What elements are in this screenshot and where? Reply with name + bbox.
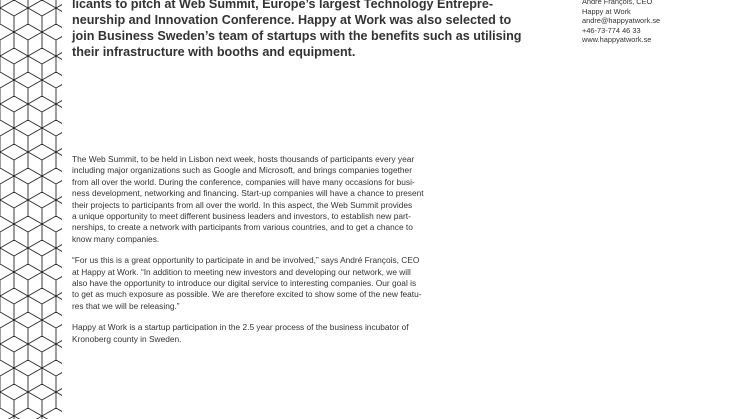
cube-lines [0,0,62,419]
body-line: Happy at Work is a startup participation in the 2.5 year process of the business incubator of [72,322,409,333]
body-line: including major organizations such as Google and Microsoft, and brings companies together [72,165,412,176]
body-line: their projects to participants from all over the world. In this aspect, the Web Summit provides [72,199,413,210]
body-line: The Web Summit, to be held in Lisbon next week, hosts thousands of participants every year [72,154,415,164]
contact-block [582,0,742,45]
body-paragraph-1 [72,154,546,245]
lead-paragraph [72,0,542,60]
contact-email[interactable]: andre@happyatwork.se [582,16,661,26]
lead-line: their infrastructure with booths and equipment. [72,45,356,59]
article-body [72,154,546,355]
body-line: nerships, to create a network with participants from various countries, and to get a chance to [72,222,413,233]
body-paragraph-2 [72,255,546,312]
contact-website[interactable]: www.happyatwork.se [582,35,652,45]
contact-company: Happy at Work [582,6,631,16]
lead-line: neurship and Innovation Conference. Happy at Work was also selected to [72,13,512,27]
body-line: from all over the world. During the conference, companies will have many occasions for busi- [72,176,415,187]
isometric-cube-pattern-icon [0,0,62,419]
body-line: res that we will be releasing.” [72,300,180,311]
contact-name: André François, CEO [582,0,653,6]
lead-line: join Business Sweden’s team of startups with the benefits such as utilising [72,29,522,43]
body-line: ness development, networking and financing. Start-up companies will have a chance to present [72,188,424,199]
body-line: at Happy at Work. “In addition to meeting new investors and developing our network, we will [72,266,411,277]
body-paragraph-3 [72,322,546,345]
cube-pattern-decoration [0,0,62,419]
body-line: Kronoberg county in Sweden. [72,333,182,344]
body-line: also have the opportunity to introduce our digital service to interesting companies. Our goal is [72,278,417,289]
body-line: know many companies. [72,233,160,244]
body-line: a unique opportunity to meet different business leaders and investors, to establish new part- [72,211,411,222]
lead-line: licants to pitch at Web Summit, Europe’s largest Technology Entrepre- [72,0,494,11]
contact-phone[interactable]: +46-73-774 46 33 [582,25,641,35]
body-line: to get as much exposure as possible. We are therefore excited to show some of the new featu- [72,289,422,300]
body-line: “For us this is a great opportunity to participate in and be involved,” says André François, CEO [72,255,420,266]
